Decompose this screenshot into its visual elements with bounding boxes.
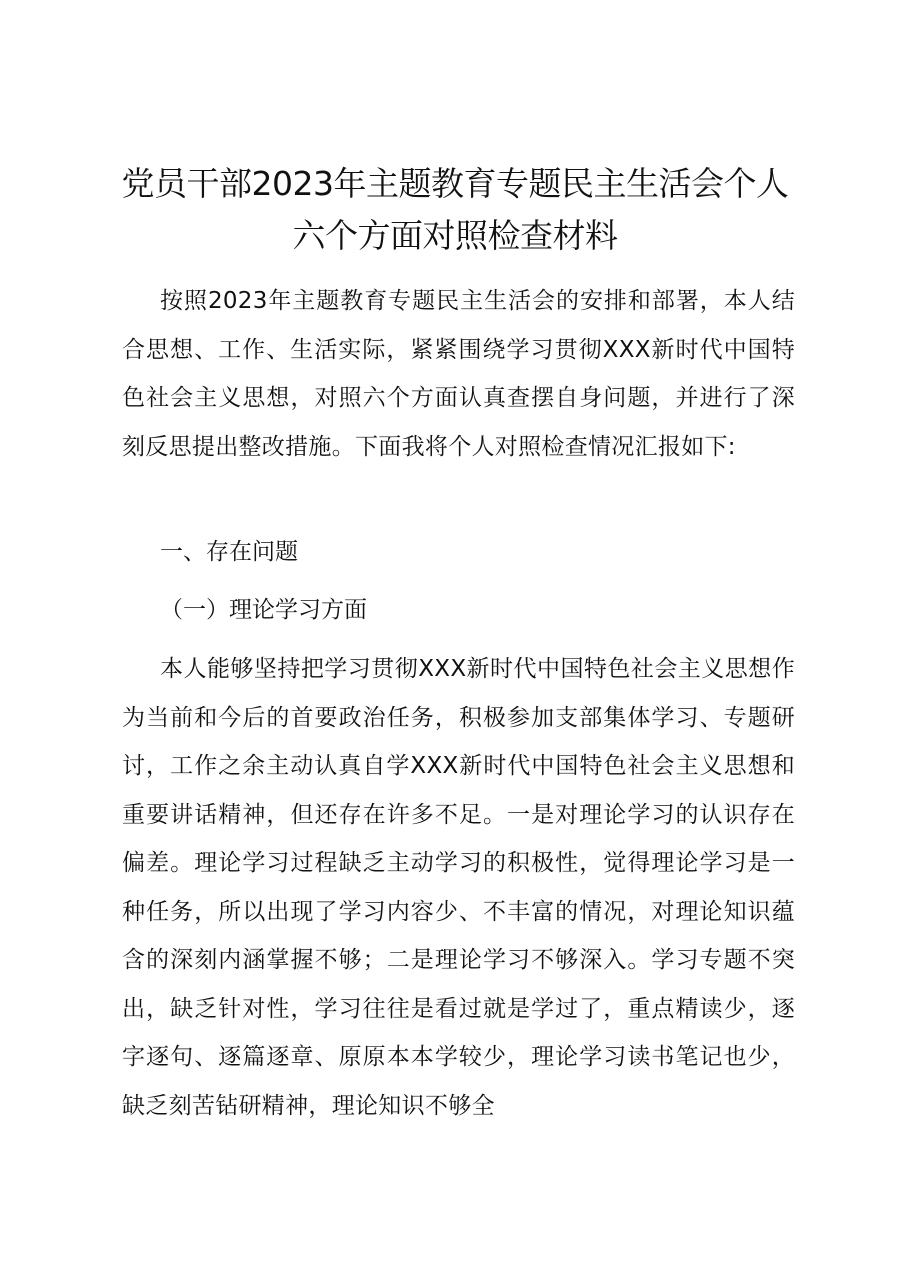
document-title: 党员干部2023年主题教育专题民主生活会个人六个方面对照检查材料 (121, 164, 789, 255)
theory-paragraph: 本人能够坚持把学习贯彻XXX新时代中国特色社会主义思想作为当前和今后的首要政治任务，积极参加支部集体学习、专题研讨，工作之余主动认真自学XXX新时代中国特色社会主义思想和重要讲话精神，但还存在许多不足。一是对理论学习的认识存在偏差。理论学习过程缺乏主动学习的积极性，觉得理论学习是一种任务，所以出现了学习内容少、不丰富的情况，对理论知识蕴含的深刻内涵掌握不够；二是理论学习不够深入。学习专题不突出，缺乏针对性，学习往往是看过就是学过了，重点精读少，逐字逐句、逐篇逐章、原原本本学较少，理论学习读书笔记也少，缺乏刻苦钻研精神，理论知识不够全 (122, 656, 795, 1119)
subsection-heading: （一）理论学习方面 (160, 597, 367, 623)
section-heading: 一、存在问题 (160, 539, 298, 565)
intro-paragraph: 按照2023年主题教育专题民主生活会的安排和部署，本人结合思想、工作、生活实际，紧紧围绕学习贯彻XXX新时代中国特色社会主义思想，对照六个方面认真查摆自身问题，并进行了深刻反思提出整改措施。下面我将个人对照检查情况汇报如下: (122, 288, 795, 460)
